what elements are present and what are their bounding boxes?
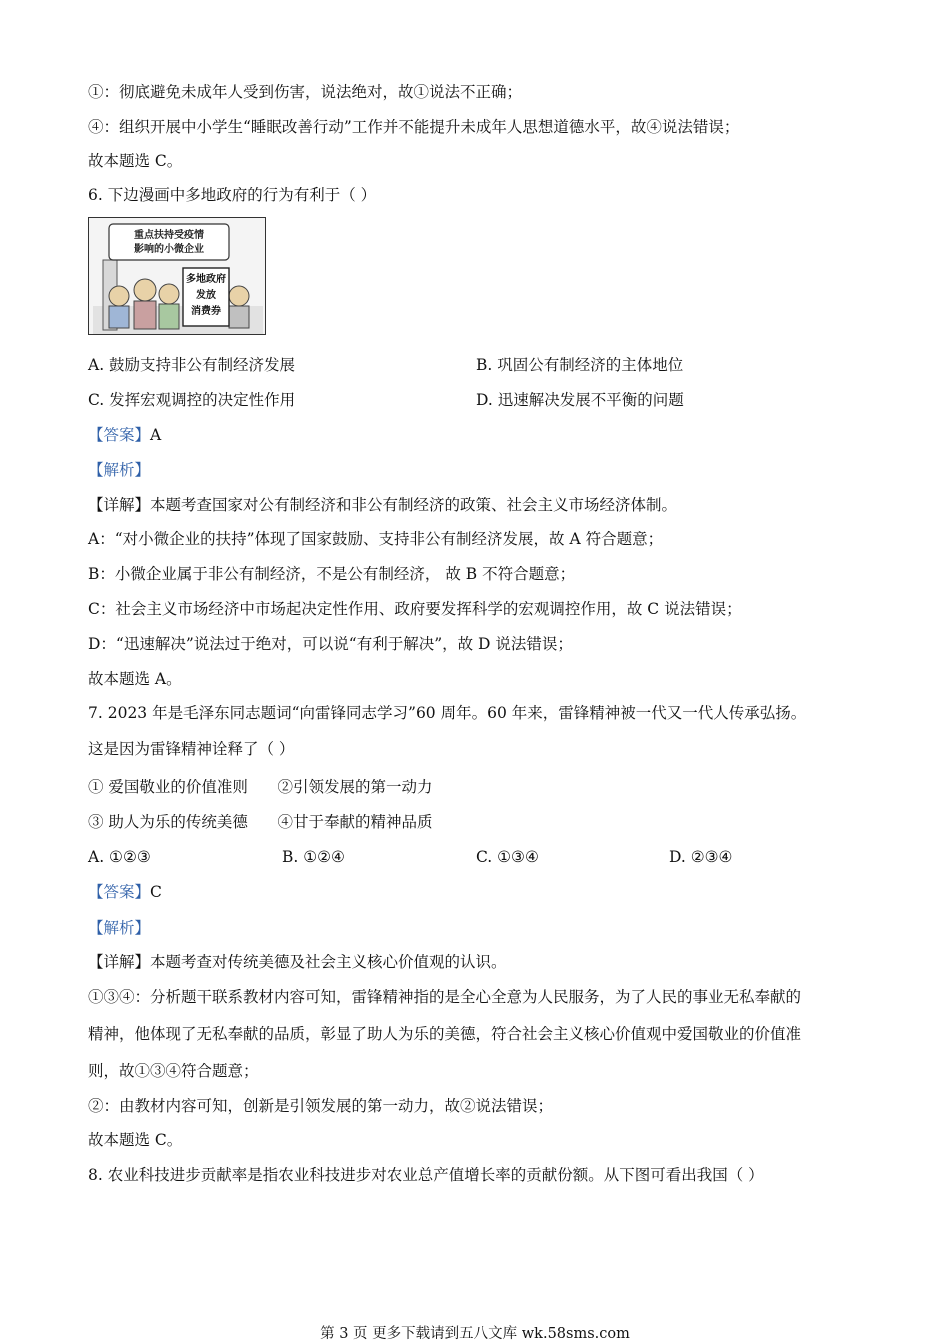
conclusion-line: 故本题选 A。	[88, 670, 182, 688]
q6-option-d: D. 迅速解决发展不平衡的问题	[476, 391, 684, 409]
page-footer: 第 3 页 更多下载请到五八文库 wk.58sms.com	[320, 1326, 630, 1342]
q6-option-b: B. 巩固公有制经济的主体地位	[476, 356, 684, 374]
explanation-line: A：“对小微企业的扶持”体现了国家鼓励、支持非公有制经济发展，故 A 符合题意；	[88, 530, 664, 548]
q7-option-c: C. ①③④	[476, 848, 539, 866]
q7-detail	[88, 951, 507, 973]
explanation-line: 精神，他体现了无私奉献的品质，彰显了助人为乐的美德，符合社会主义核心价值观中爱国敬业的价值准	[88, 1025, 802, 1043]
explanation-line: ①③④：分析题干联系教材内容可知，雷锋精神指的是全心全意为人民服务，为了人民的事业无私奉献的	[88, 988, 802, 1006]
cartoon-image	[88, 217, 266, 335]
explanation-line: 则，故①③④符合题意；	[88, 1062, 259, 1080]
q7-statements: ③ 助人为乐的传统美德 ④甘于奉献的精神品质	[88, 813, 433, 831]
explanation-line: ①：彻底避免未成年人受到伤害，说法绝对，故①说法不正确；	[88, 83, 523, 101]
answer-value: A	[150, 426, 162, 444]
explanation-line: B：小微企业属于非公有制经济，不是公有制经济， 故 B 不符合题意；	[88, 565, 576, 583]
answer-value: C	[150, 883, 162, 901]
answer-tag: 【答案】	[88, 426, 151, 444]
analysis-tag: 【解析】	[88, 919, 151, 937]
cartoon-board-text: 多地政府	[186, 274, 226, 285]
cartoon-board-text: 发放	[196, 290, 216, 301]
explanation-line: D：“迅速解决”说法过于绝对，可以说“有利于解决”，故 D 说法错误；	[88, 635, 573, 653]
q7-option-d: D. ②③④	[669, 848, 733, 866]
conclusion-line: 故本题选 C。	[88, 1131, 183, 1149]
explanation-line: C：社会主义市场经济中市场起决定性作用、政府要发挥科学的宏观调控作用，故 C 说法错误；	[88, 600, 742, 618]
q6-detail	[88, 494, 677, 516]
detail-tag: 【详解】	[88, 953, 151, 971]
q7-statements: ① 爱国敬业的价值准则 ②引领发展的第一动力	[88, 778, 433, 796]
cartoon-board-text: 消费券	[191, 306, 221, 317]
answer-tag: 【答案】	[88, 883, 151, 901]
q7-option-a: A. ①②③	[88, 848, 151, 866]
explanation-line: ②：由教材内容可知，创新是引领发展的第一动力，故②说法错误；	[88, 1097, 554, 1115]
q6-option-a: A. 鼓励支持非公有制经济发展	[88, 356, 296, 374]
cartoon-sign-text: 影响的小微企业	[134, 244, 204, 255]
q7-answer	[88, 881, 162, 903]
question-7-stem-cont: 这是因为雷锋精神诠释了（ ）	[88, 740, 295, 758]
detail-text: 本题考查国家对公有制经济和非公有制经济的政策、社会主义市场经济体制。	[150, 496, 678, 514]
explanation-line: ④：组织开展中小学生“睡眠改善行动”工作并不能提升未成年人思想道德水平，故④说法错误；	[88, 118, 740, 136]
cartoon-sign-text: 重点扶持受疫情	[134, 230, 204, 241]
detail-text: 本题考查对传统美德及社会主义核心价值观的认识。	[150, 953, 507, 971]
question-8-stem: 8. 农业科技进步贡献率是指农业科技进步对农业总产值增长率的贡献份额。从下图可看出我国（ ）	[88, 1166, 764, 1184]
detail-tag: 【详解】	[88, 496, 151, 514]
q6-answer	[88, 424, 161, 446]
conclusion-line: 故本题选 C。	[88, 152, 183, 170]
question-7-stem: 7. 2023 年是毛泽东同志题词“向雷锋同志学习”60 周年。60 年来，雷锋精神被一代又一代人传承弘扬。	[88, 704, 807, 722]
q7-option-b: B. ①②④	[282, 848, 345, 866]
analysis-tag: 【解析】	[88, 461, 151, 479]
question-6-stem: 6. 下边漫画中多地政府的行为有利于（ ）	[88, 186, 377, 204]
q6-option-c: C. 发挥宏观调控的决定性作用	[88, 391, 296, 409]
cartoon-drawing	[89, 218, 266, 335]
